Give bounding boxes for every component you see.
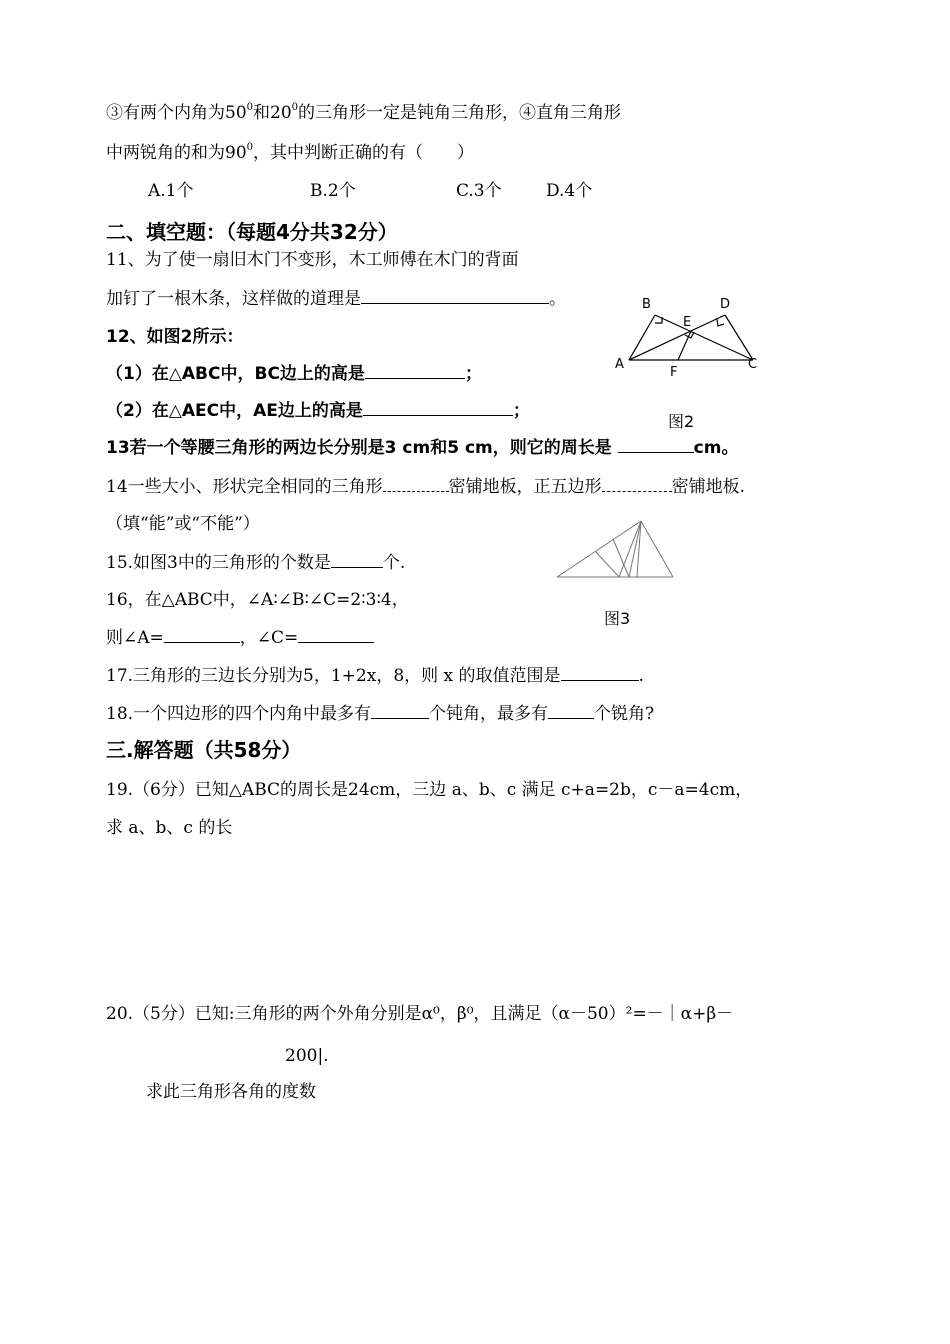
q10-option-c: C.3个	[456, 181, 502, 201]
segment-ad	[629, 315, 725, 360]
figure-3-caption: 图3	[604, 609, 631, 628]
q16-blank-c[interactable]	[298, 641, 374, 643]
q10-line1: ③有两个内角为$50^0$和$20^0$的三角形一定是钝角三角形，④直角三角形	[106, 102, 622, 123]
q14-line1: 14一些大小、形状完全相同的三角形 密铺地板，正五边形 密铺地板.	[106, 477, 746, 497]
q17: 17.三角形的三边长分别为5，1+2x，8，则 x 的取值范围是 .	[106, 666, 644, 686]
q12-part1-blank[interactable]	[365, 377, 465, 379]
section3-title: 三.解答题（共58分）	[106, 738, 302, 762]
label-d: D	[720, 297, 731, 312]
q11-line1: 11、为了使一扇旧木门不变形，木工师傅在木门的背面	[106, 250, 519, 270]
q11-line2: 加钉了一根木条，这样做的道理是 。	[106, 289, 566, 309]
figure-3	[555, 518, 677, 580]
q10-line2: 中两锐角的和为$90^0$，其中判断正确的有（ ）	[106, 142, 475, 163]
label-a: A	[615, 357, 624, 372]
q19-line2: 求 a、b、c 的长	[106, 818, 233, 838]
q12-part2-blank[interactable]	[363, 414, 513, 416]
q19-line1: 19.（6分）已知△ABC的周长是24cm，三边 a、b、c 满足 c+a=2b，c－a=4cm，	[106, 780, 753, 800]
label-b: B	[642, 297, 651, 312]
right-angle-d	[717, 319, 724, 326]
q14-blank-1[interactable]	[383, 490, 449, 492]
q17-blank[interactable]	[561, 679, 639, 681]
q18: 18.一个四边形的四个内角中最多有 个钝角，最多有 个锐角?	[106, 704, 655, 724]
figure-2-caption: 图2	[668, 412, 695, 431]
label-c: C	[748, 357, 758, 372]
q10-option-d: D.4个	[546, 181, 593, 201]
q20-line2: 200|.	[285, 1046, 329, 1066]
figure-2	[605, 290, 770, 380]
q20-line3: 求此三角形各角的度数	[146, 1082, 316, 1102]
q16-line1: 16，在△ABC中，∠A∶∠B∶∠C=2∶3∶4，	[106, 590, 409, 610]
segment-ef	[678, 331, 691, 360]
q13-blank[interactable]	[618, 451, 694, 453]
q15-blank[interactable]	[331, 566, 383, 568]
q16-blank-a[interactable]	[164, 641, 240, 643]
q12-part2: （2）在△AEC中，AE边上的高是 ；	[106, 401, 530, 421]
q18-blank-2[interactable]	[548, 717, 594, 719]
q13: 13若一个等腰三角形的两边长分别是3 cm和5 cm，则它的周长是 cm。	[106, 438, 739, 458]
q14-note: （填“能”或“不能”）	[106, 514, 260, 534]
section2-title: 二、填空题：（每题4分共32分）	[106, 220, 398, 244]
label-e: E	[683, 315, 692, 330]
q16-line2: 则∠A= ，∠C=	[106, 630, 374, 647]
q18-blank-1[interactable]	[371, 717, 429, 719]
q12-title: 12、如图2所示：	[106, 327, 244, 347]
q10-option-b: B.2个	[310, 181, 356, 201]
q15: 15.如图3中的三角形的个数是 个.	[106, 553, 406, 573]
q10-option-a: A.1个	[148, 181, 194, 201]
q14-blank-2[interactable]	[602, 490, 672, 492]
q20-line1: 20.（5分）已知:三角形的两个外角分别是α⁰，β⁰，且满足（α－50）²=－｜α+β－	[106, 1004, 734, 1024]
q11-answer-blank[interactable]	[361, 302, 549, 304]
label-f: F	[670, 365, 678, 380]
q12-part1: （1）在△ABC中，BC边上的高是 ；	[106, 364, 482, 384]
